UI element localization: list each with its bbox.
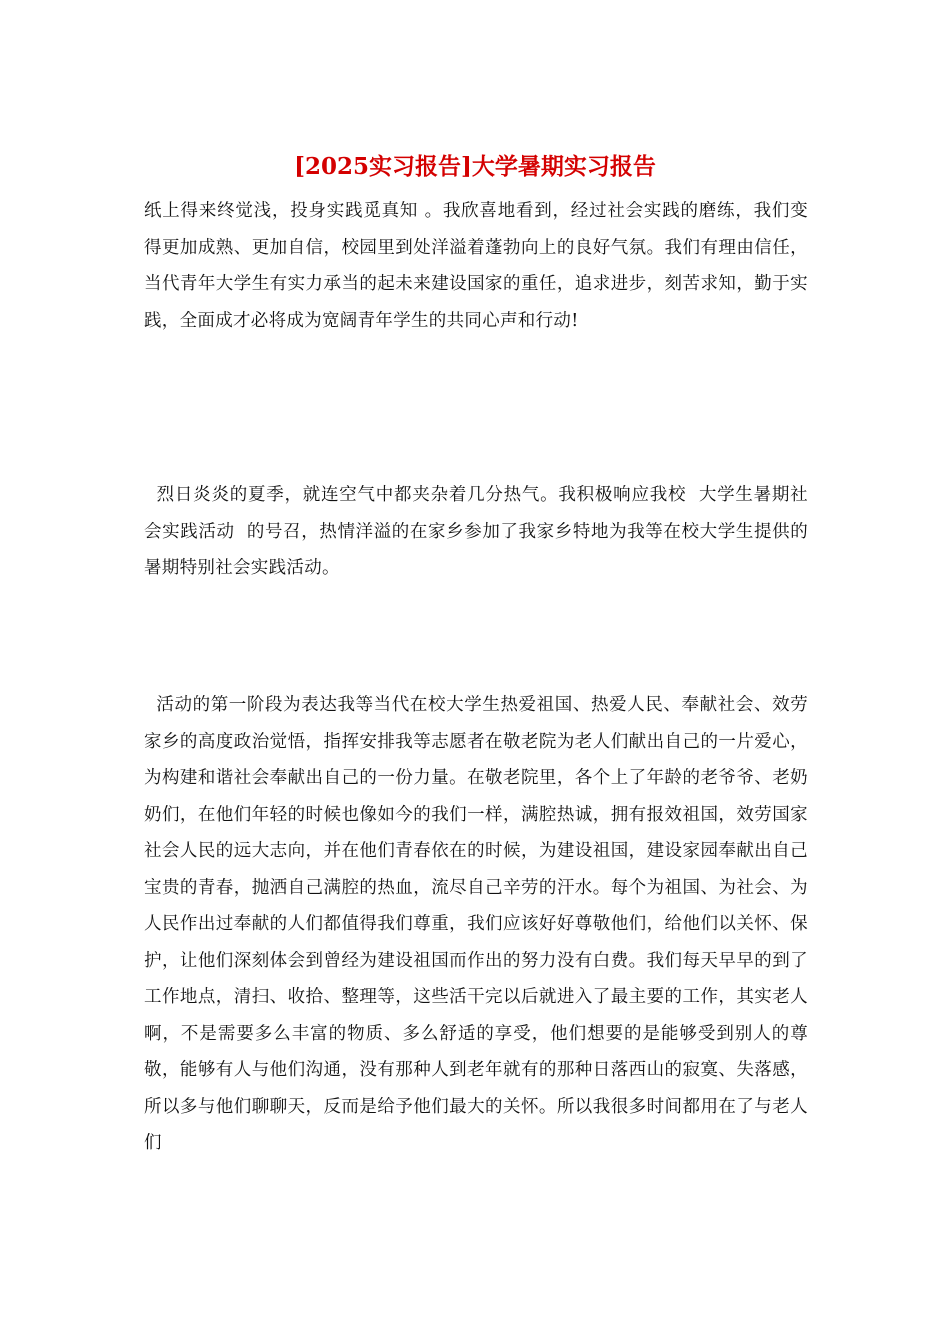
paragraph-intro: 纸上得来终觉浅，投身实践觅真知 。我欣喜地看到，经过社会实践的磨练，我们变得更加成熟、更加自信，校园里到处洋溢着蓬勃向上的良好气氛。我们有理由信任，当代青年大学生有实力承当的起未来建设国家的重任，追求进步，刻苦求知，勤于实践，全面成才必将成为宽阔青年学生的共同心声和行动! (144, 201, 808, 331)
paragraph-summer-activity: 烈日炎炎的夏季，就连空气中都夹杂着几分热气。我积极响应我校 大学生暑期社会实践活动 的号召，热情洋溢的在家乡参加了我家乡特地为我等在校大学生提供的暑期特别社会实践活动。 (144, 485, 808, 578)
paragraph-first-stage: 活动的第一阶段为表达我等当代在校大学生热爱祖国、热爱人民、奉献社会、效劳家乡的高度政治觉悟，指挥安排我等志愿者在敬老院为老人们献出自己的一片爱心，为构建和谐社会奉献出自己的一份力量。在敬老院里，各个上了年龄的老爷爷、老奶奶们，在他们年轻的时候也像如今的我们一样，满腔热诚，拥有报效祖国，效劳国家社会人民的远大志向，并在他们青春依在的时候，为建设祖国，建设家园奉献出自己宝贵的青春，抛洒自己满腔的热血，流尽自己辛劳的汗水。每个为祖国、为社会、为人民作出过奉献的人们都值得我们尊重，我们应该好好尊敬他们，给他们以关怀、保护，让他们深刻体会到曾经为建设祖国而作出的努力没有白费。我们每天早早的到了工作地点，清扫、收拾、整理等，这些活干完以后就进入了最主要的工作，其实老人啊，不是需要多么丰富的物质、多么舒适的享受，他们想要的是能够受到别人的尊敬，能够有人与他们沟通，没有那种人到老年就有的那种日落西山的寂寞、失落感，所以多与他们聊聊天，反而是给予他们最大的关怀。所以我很多时间都用在了与老人们 (144, 695, 809, 1153)
document-title: [2025实习报告]大学暑期实习报告 (294, 153, 656, 180)
